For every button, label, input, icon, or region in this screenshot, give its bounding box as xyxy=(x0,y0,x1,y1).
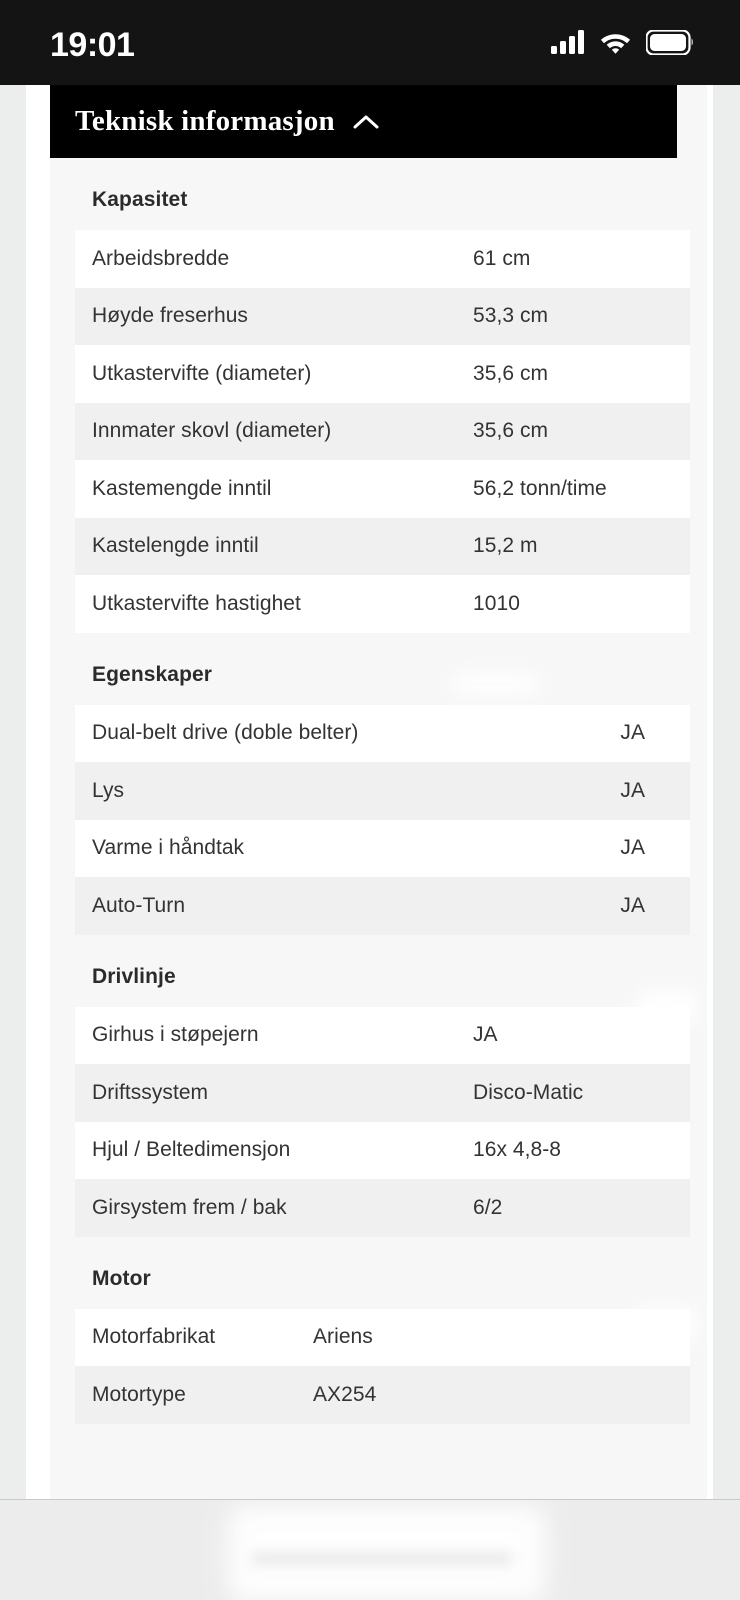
spec-label: Dual-belt drive (doble belter) xyxy=(92,721,359,745)
spec-section-title: Egenskaper xyxy=(92,662,213,686)
spec-label: Girsystem frem / bak xyxy=(92,1195,287,1219)
accordion-header-teknisk-informasjon[interactable] xyxy=(50,85,677,158)
table-row xyxy=(75,230,690,288)
table-row xyxy=(75,288,690,346)
spec-value: JA xyxy=(473,1023,498,1047)
spec-label: Auto-Turn xyxy=(92,893,186,917)
table-row xyxy=(75,1007,690,1065)
table-row xyxy=(75,575,690,633)
spec-value: 6/2 xyxy=(473,1195,503,1219)
spec-label: Utkastervifte (diameter) xyxy=(92,361,312,385)
spec-value: 15,2 m xyxy=(473,534,538,558)
spec-section-header xyxy=(50,935,707,1007)
table-row xyxy=(75,460,690,518)
cellular-signal-icon xyxy=(551,30,585,59)
spec-label: Varme i håndtak xyxy=(92,836,245,860)
spec-sections xyxy=(0,158,740,1424)
spec-label: Utkastervifte hastighet xyxy=(92,591,301,615)
wifi-icon xyxy=(599,30,632,59)
spec-value: JA xyxy=(620,836,645,860)
spec-label: Driftssystem xyxy=(92,1080,209,1104)
spec-value: 53,3 cm xyxy=(473,304,549,328)
spec-label: Hjul / Beltedimensjon xyxy=(92,1138,291,1162)
spec-section-title: Motor xyxy=(92,1266,151,1290)
spec-label: Kastelengde inntil xyxy=(92,534,259,558)
spec-rows xyxy=(75,1007,690,1237)
bottom-toolbar-area xyxy=(0,1499,740,1600)
spec-value: JA xyxy=(620,893,645,917)
spec-rows xyxy=(75,230,690,633)
spec-section xyxy=(0,935,740,1237)
blur-artifact xyxy=(252,1552,512,1566)
page-viewport xyxy=(0,85,740,1600)
table-row xyxy=(75,1179,690,1237)
spec-section-header xyxy=(50,633,707,705)
spec-label: Motorfabrikat xyxy=(92,1325,216,1349)
table-row xyxy=(75,762,690,820)
spec-value: 61 cm xyxy=(473,246,531,270)
table-row xyxy=(75,345,690,403)
accordion-title: Teknisk informasjon xyxy=(75,105,335,137)
table-row xyxy=(75,877,690,935)
spec-section xyxy=(0,1237,740,1424)
table-row xyxy=(75,403,690,461)
spec-label: Innmater skovl (diameter) xyxy=(92,419,332,443)
spec-section xyxy=(0,633,740,935)
spec-label: Motortype xyxy=(92,1382,186,1406)
spec-value: AX254 xyxy=(313,1382,377,1406)
spec-value: 35,6 cm xyxy=(473,419,549,443)
spec-label: Kastemengde inntil xyxy=(92,476,272,500)
spec-value: 1010 xyxy=(473,591,520,615)
spec-value: JA xyxy=(620,778,645,802)
spec-value: Ariens xyxy=(313,1325,373,1349)
table-row xyxy=(75,1122,690,1180)
spec-label: Girhus i støpejern xyxy=(92,1023,259,1047)
spec-section-title: Kapasitet xyxy=(92,188,188,211)
spec-section-title: Drivlinje xyxy=(92,964,176,988)
spec-value: 35,6 cm xyxy=(473,361,549,385)
spec-section-header xyxy=(50,1237,707,1309)
spec-value: JA xyxy=(620,721,645,745)
spec-label: Høyde freserhus xyxy=(92,304,248,328)
spec-value: Disco-Matic xyxy=(473,1080,584,1104)
spec-rows xyxy=(75,705,690,935)
spec-section xyxy=(0,158,740,633)
battery-icon xyxy=(646,30,694,60)
table-row xyxy=(75,820,690,878)
spec-value: 16x 4,8-8 xyxy=(473,1138,562,1162)
spec-label: Lys xyxy=(92,778,125,802)
table-row xyxy=(75,518,690,576)
spec-rows xyxy=(75,1309,690,1424)
chevron-up-icon[interactable] xyxy=(353,114,379,130)
table-row xyxy=(75,1309,690,1367)
table-row xyxy=(75,1064,690,1122)
spec-label: Arbeidsbredde xyxy=(92,246,230,270)
status-bar-icons xyxy=(551,26,694,60)
status-bar xyxy=(0,0,740,85)
spec-section-header xyxy=(50,158,707,230)
status-bar-clock: 19:01 xyxy=(50,25,135,64)
spec-value: 56,2 tonn/time xyxy=(473,476,607,500)
table-row xyxy=(75,1366,690,1424)
table-row xyxy=(75,705,690,763)
